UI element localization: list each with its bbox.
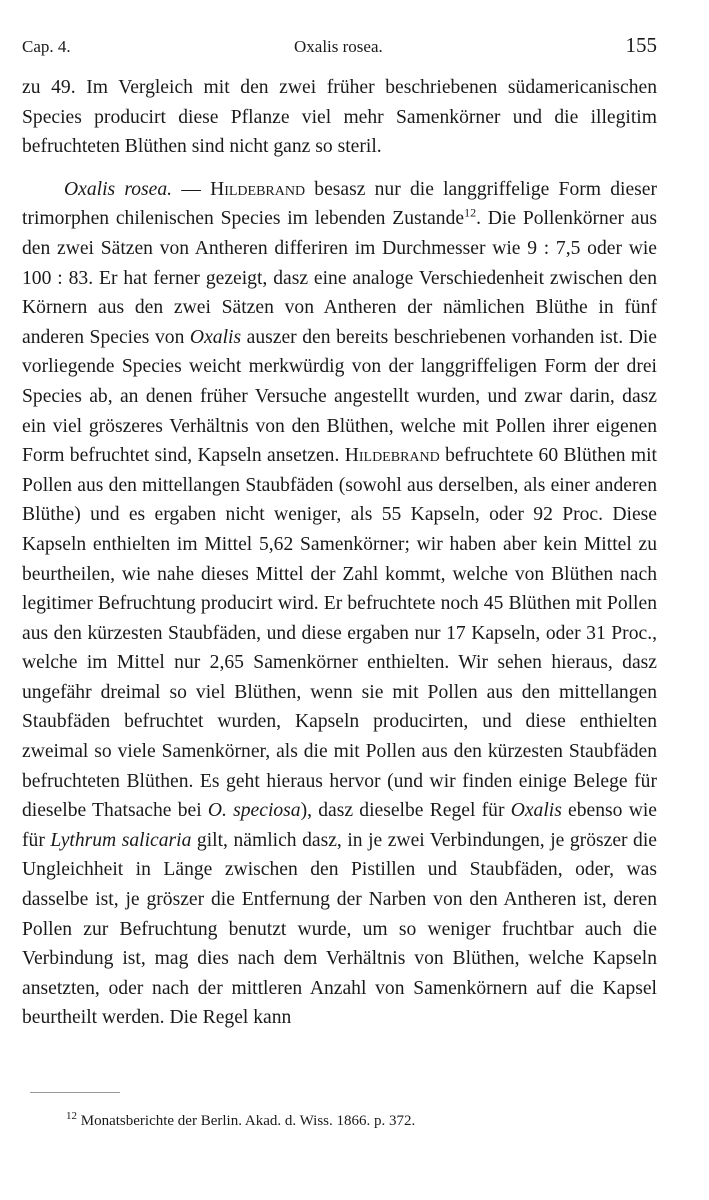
- text-run: gilt, nämlich dasz, in je zwei Verbindungen, je gröszer die Ungleichheit in Länge zwischen den Pistillen und Staubfäden, oder, was dasselbe ist, je gröszer die Entfernung der Narben von den Antheren ist, deren Pollen zur Befruchtung benutzt wurde, um so weniger fruchtbar auch die Verbindung ist, mag dies nach dem Verhältnis von Blüthen, welche Kapseln ansetzten, oder nach der mittleren Anzahl von Samenkörnern auf die Kapsel beurtheilt werden. Die Regel kann: [22, 829, 657, 1029]
- paragraph-oxalis-rosea: [22, 175, 657, 1033]
- text-run: —: [172, 178, 211, 200]
- text-run: ), dasz dieselbe Regel für: [300, 800, 511, 822]
- body-text: [22, 73, 657, 1033]
- running-head: [22, 33, 657, 63]
- footnote-divider: [30, 1092, 120, 1093]
- author-name: Hildebrand: [344, 445, 440, 467]
- species-name: O. speciosa: [207, 800, 301, 822]
- genus-name: Oxalis: [510, 800, 562, 822]
- footnote: [66, 1110, 416, 1130]
- chapter-label: Cap. 4.: [22, 37, 71, 56]
- footnote-reference: 12: [464, 205, 477, 220]
- page-number: 155: [625, 33, 657, 57]
- genus-name: Oxalis: [189, 326, 242, 348]
- text-run: auszer den bereits beschriebenen vorhanden ist. Die vorliegende Species weicht merkwürdig von der langgriffeligen Form der drei Species ab, an denen früher Versuche angestellt wurden, und zwar darin, dasz ein viel gröszeres Verhältnis von den Blüthen, welche mit Pollen ihrer eigenen Form befruchtet sind, Kapseln ansetzen.: [22, 326, 657, 467]
- text-run: . Die Pollenkörner aus den zwei Sätzen von Antheren differiren im Durchmesser wie 9 : 7,5 oder wie 100 : 83. Er hat ferner gezeigt, dasz eine analoge Verschiedenheit zwischen den Körnern aus den zwei Sätzen von Antheren der nämlichen Blüthe in fünf anderen Species von: [22, 208, 657, 348]
- paragraph-continuation: zu 49. Im Vergleich mit den zwei früher beschriebenen südamericanischen Species producirt diese Pflanze viel mehr Samenkörner und die illegitim befruchteten Blüthen sind nicht ganz so steril.: [22, 77, 657, 158]
- species-name: Lythrum salicaria: [50, 829, 192, 851]
- text-run: befruchtete 60 Blüthen mit Pollen aus den mittellangen Staubfäden (sowohl aus derselben, als einer anderen Blüthe) und es ergaben nicht weniger, als 55 Kapseln, oder 92 Proc. Diese Kapseln enthielten im Mittel 5,62 Samenkörner; wir haben aber kein Mittel zu beurtheilen, wie nahe dieses Mittel der Zahl kommt, welche von Blüthen nach legitimer Befruchtung producirt wird. Er befruchtete noch 45 Blüthen mit Pollen aus den kürzesten Staubfäden, und diese ergaben nur 17 Kapseln, oder 31 Proc., welche im Mittel nur 2,65 Samenkörner enthielten. Wir sehen hieraus, dasz ungefähr dreimal so viel Blüthen, wenn sie mit Pollen aus den mittellangen Staubfäden befruchtet wurden, Kapseln producirten, und diese enthielten zweimal so viele Samenkörner, als die mit Pollen aus den kürzesten Staubfäden befruchteten Blüthen. Es geht hieraus hervor (und wir finden einige Belege für dieselbe Thatsache bei: [22, 445, 657, 822]
- text-run: ebenso wie für: [22, 800, 657, 851]
- footnote-text: Monatsberichte der Berlin. Akad. d. Wiss. 1866. p. 372.: [77, 1113, 416, 1129]
- text-run: besasz nur die langgriffelige Form dieser trimorphen chilenischen Species im lebenden Zustande: [22, 178, 657, 230]
- running-title: Oxalis rosea.: [294, 37, 383, 56]
- footnote-number: 12: [66, 1110, 77, 1122]
- author-name: Hildebrand: [210, 178, 306, 200]
- species-heading: Oxalis rosea.: [64, 178, 173, 200]
